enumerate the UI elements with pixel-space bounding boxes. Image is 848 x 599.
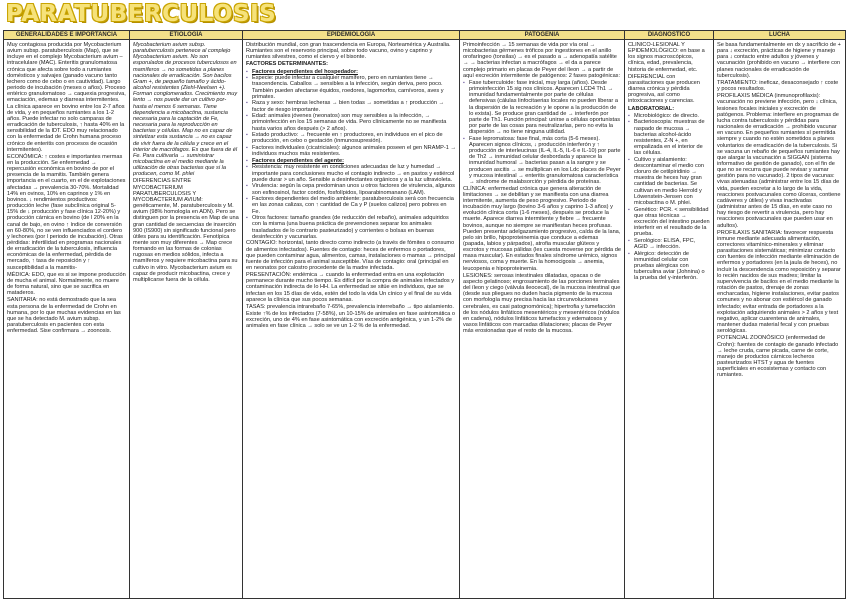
list-item: ▪ Otros factores: tamaño grandes (de reducción del rebaño), animales adquiridos con la misma (una buena práctica de prevenciones separar los animales trasladados de lo contrario pasteurizado) y corrientes o bolsas en buenas desinfección y vacunarlas. <box>246 215 456 240</box>
list-item: ▪ Fase lepromatosa: fase final, más corta (5-6 meses). Aparecen signos clínicos, ↓ producción interferón y ↑ producción de interleucinas (IL-4, IL-5, IL-6 e IL-10) por parte de Th2 → inmunidad celular desbordada y aparece la inmunidad humoral → bacterias pasan a la sangre y se producen ascitis → se multiplican en los Ldc places de Peyer y mucosa intestinal → enteritis granulomatosa característica → síndrome de malabsorción y pérdida de proteínas. <box>463 136 621 185</box>
epi-agente-title: ▪ Factores dependientes del agente: <box>246 158 456 164</box>
list-item: ▪ Microbiológico: de directo. <box>628 113 710 119</box>
epi-hospedador-list <box>246 69 456 75</box>
list-item: ▪ Estado productivo: → frecuente en ↑ productores, en individuos en el pico de producción, en cebo o gestación (inmunosupresión). <box>246 132 456 144</box>
page-title: PARATUBERCULOSIS <box>6 1 277 27</box>
list-item: ▪ Genético: PCR. < sensibilidad que otras técnicas → excreción del intestino pueden interferir en el resultado de la prueba. <box>628 207 710 238</box>
lucha-potencial-zoonosico: POTENCIAL ZOONÓSICO (enfermedad de Crohn): fuentes de contagio de ganado infectado → leche cruda, carne picada, carne de corte, manejo de productos cárnicos lecheros pasteurizados HTST y agua de fuentes superficiales en ecosistemas y contacto con rumiantes. <box>717 335 839 379</box>
epi-contagio: CONTAGIO: horizontal, tanto directo como indirecto (a través de fómites o consumo de alimentos infectados). Fuentes de contagio: heces de enfermos o portadores, que pueden contaminar agua, alimentos, camas, instalaciones o mamas → principal fuente de infección para el animal susceptible. Vías de contagio: oral (principal en en neonatos por calostro procedente de la madre infectada. <box>246 240 455 271</box>
epi-factores-title: FACTORES DETERMINANTES: <box>246 61 328 68</box>
lucha-tratamiento: TRATAMIENTO: ineficaz, desaconsejado ↑ coste y pocos resultados. <box>717 79 839 93</box>
list-item: ▪ Factores dependientes del medio ambiente: paratuberculosis será con frecuencia en las zonas calizas, con ↑ cantidad de Ca y P (suelos calizos) pero pobres en Fe. <box>246 196 456 214</box>
summary-table <box>3 30 846 599</box>
epi-presentacion: PRESENTACIÓN: endémica → cuando la enfermedad entra en una explotación permanece durante mucho tiempo. Es difícil por la compra de animales infectados y contaminación indirecta de lo HH. La enfermedad se sitúe en individuos, que se infectan en los 15 días de vida, estén del todo la vida Un cínico y el final de su vida aparece la clínica que sus pocos semanas. <box>246 272 455 303</box>
patogenia-clinica: CLÍNICA: enfermedad crónica que genera alteración de limitaciones → se debilitan y se manifiesta con una diarrea intermitente, aumenta de peso progresivo. Periodo de incubación muy largo (bovino 3-6 años y caprino 1-3 años) y evolución clínica corta (1-6 meses), después se produce la muerte. Aparece diarrea intermitente y fiebre → frecuente bovinos, aunque no siempre se manifiestan heces profusas. Pueden presentar adelgazamiento progresivo, caída de la lana, pelo sin brillo, hipoproteinemia que conduce a edemas (papada, labios y párpados), atrofia muscular glúteos y escrotos y mucosas pálidas (les cuesta moverse por pérdida de masa muscular). En estados finales síndrome urémico, signos nerviosos, coma y muerte. En la homocigosis → anemia, leucopenia e hipoproteinemia. <box>463 185 621 272</box>
list-item: ▪ Bacterioscopia: muestras de raspado de mucosa → bacterias alcohol-ácido resistentes, Z-N +, en empalizada en el interior de las células. <box>628 119 710 156</box>
list-item: ▪ Alérgico: detección de inmunidad celular con pruebas alérgicas con tuberculina aviar (Johnina) o la prueba del γ-interferón. <box>628 251 710 282</box>
list-item: ▪ Serológico: ELISA, FPC, AGID → infección. <box>628 238 710 250</box>
patogenia-primoinfeccion: Primoinfección → 15 semanas de vida por vía oral → micobacterias gérmenes tróficos por ingestiones en el anillo orofaríngeo (tonsilas) → es el pasado a → adenopatía satélite → → bacterias infectan a macrófagos → el da a parece complejo primario en placas de Peyer del íleon → a partir de aquí excreción intermitente de patógenos: 2 fases patogénicas: <box>463 42 621 79</box>
cell-etiologia <box>130 40 243 599</box>
header-etiologia: ETIOLOGÍA <box>130 31 243 40</box>
list-item: ▪ Raza y sexo: hembras lecheras → bien todas → sometidas a ↑ producción → factor de riesgo importante. <box>246 100 456 112</box>
header-epidemiologia: EPIDEMIOLOGÍA <box>243 31 460 40</box>
lucha-profilaxis-medica: PROFILAXIS MÉDICA (inmunoprofilaxis): vacunación no previene infección, pero ↓ clínica, lesiones focales iniciales y excreción de patógenos. Problema: interfiere en programas de lucha contra tuberculosis y pérdidas para nacionales de erradicación → prohibido vacunar en vacuno. En pequeños rumiantes sí permitida siempre y cuando no estén sometidos a planes voluntarios de erradicación de la tuberculosis. Si se vacuna un rebaño de pequeños rumiantes hay que alargar la vacunación a SIGGAN (sistema informativo de gestión de ganado), con el fin de que no se recurra que puede revisar y sumar gestión para no vacunado). 2 tipos de vacunas: vivas atenuadas (administrar entre los 15 días de vida, pueden excretar a lo largo de la vida, reacciones postvacunales como úlceras, contiene cadáveres y útiles) y vivas inactivadas (administrar antes de 15 días, en este caso no hay riesgo de revertir a virulencia, pero hay reacciones postvacunales que pueden usar en adultos). <box>717 93 841 229</box>
etiologia-diferencias: DIFERENCIAS ENTRE MYCOBACTERIUM PARATUBERCULOSIS Y MYCOBACTERIUM AVIUM: genéticamente, M. paratuberculosis y M. avium (98% homología en ADN). Pero se distinguen por la presencia en Map de una gran cantidad de secuencias de inserción 900 (IS900) sin significado funcional pero útiles para su identificación. Fenotípica mente son muy diferentes → Map crece formando en las formas de colonias rugosas en medios sólidos, infecta a mamíferos y requiere micobactina para su cultivo in vitro. Mycobacterium avium es capaz de producir micobactina, crece y multiplicarse fuera de la célula. <box>133 178 239 283</box>
patogenia-lesiones: LESIONES: serosas intestinales dilatadas, opacas o de aspecto gelatinoso; engrosamiento de las porciones terminales del íleon y ciego (válvula ileocecal), de la mucosa intestinal que (desde sus pliegues no duden hacia pigmento de la mucosa con morfología muy precisa hacia las circunvoluciones cerebrales, es casi patognomónica); hipertrofia y tumefacción de los nódulos linfáticos mesentéricos y mesentéricos (nódulos en cadena), nódulos linfáticos tumefactos y edematosos y vasos linfáticos con marcadas dilataciones; placas de Peyer más erosionadas que el resto de la mucosa. <box>463 272 621 335</box>
content-row <box>4 40 846 599</box>
list-item: ▪ Virulencia: según la cepa predominan unos u otros factores de virulencia, algunos son esfinosinol, factor cordón, fosfolípidos, lipoarabinomanano (LAM). <box>246 183 456 195</box>
header-patogenia: PATOGENIA <box>460 31 625 40</box>
patogenia-fases <box>463 80 621 185</box>
list-item: ▪ Cultivo y aislamiento: descontaminar el medio con cloruro de cetilpiridinio → muestra de heces hay gran cantidad de bacterias. Se cultivan en medio Herrold y Löwenstein-Jensen con micobactina o M. phlei. <box>628 157 710 206</box>
epi-hospedador-title: ▪ Factores dependientes del hospedador: <box>246 69 456 75</box>
cell-epidemiologia <box>243 40 460 599</box>
epi-existe: Existe ↑% de los infectados (7-58%), un 10-15% de animales en fase asintomática o excreción, uno de 4% en fase asintomática con excreción antigénica, y un 1-2% de animales en fase clínica → solo se ve un 1-2 % de la enfermedad. <box>246 311 455 330</box>
generalidades-medica: MÉDICA: EDO, que es si se impone producción de mucha el animal. Normalmente, no muere de forma natural, sino que se sacrifica en mataderos. <box>7 271 126 297</box>
header-generalidades: GENERALIDADES E IMPORTANCIA <box>4 31 130 40</box>
generalidades-sanitaria: SANITARIA: no está demostrado que la sea esta persona de la enfermedad de Crohn en humana, por lo que muchas evidencias en las que se ha detectado M. avium subsp. paratuberculosis en pacientes con esta enfermedad. Sise confirmara → zoonosis. <box>7 297 121 335</box>
diag-laboratorial-title: LABORATORIAL: <box>628 105 675 112</box>
list-item: ▪ Edad: animales jóvenes (neonatos) son muy sensibles a la infección, → primoinfección en los 15 semanas de vida. Pero clínicamente no se manifiesta hasta varios años después (> 2 años). <box>246 113 456 131</box>
diag-diferencial: DIFERENCIAL con parasitaciones que producen diarrea crónica y pérdida progresiva, así como intoxicaciones y carencias. <box>628 73 700 105</box>
list-item: ▪ Resistencia: muy resistente en condiciones adecuadas de luz y humedad → importante para conclusiones mucho el contagio indirecto → en pastos y estiércol puede durar > un año. Sensible a desinfectantes orgánicos y a la luz ultravioleta. <box>246 164 456 182</box>
diag-clinico: CLÍNICO-LESIONAL Y EPIDEMIOLÓGICO: en base a los signos macroscópicos, clínica, edad, prevalencia, historia de enfermedad, etc. <box>628 42 705 73</box>
epi-agente-list <box>246 158 456 196</box>
list-item: ▪ Factores individuales (cicatriciales): algunos animales poseen el gen NRAMP-1 → individuos muchos más resistentes. <box>246 145 456 157</box>
lucha-intro: Se basa fundamentalmente en dx y sacrificio de + para ↓ excreción, prácticas de higiene y manejo para ↓ contacto entre adultos y jóvenes y vacunación (prohibido en vacuno → interfiere con planes nacionales de erradicación de tuberculosis). <box>717 42 841 79</box>
generalidades-text: Muy contagiosa producida por Mycobacterium avium subsp. paratuberculosis (Map), que se incluye en el complejo Mycobacterium avium – intracelulare (MAC). Enteritis granulomatosa crónica que afecta sobre todo a rumiantes domésticos y salvajes (ganado vacuno tanto lechero como de cebo o en cautividad). Largo periodo de incubación (meses o años). Proceso entérico granulomatoso → caquexia progresiva, emaciación, edemas y diarreas intermitentes. La clínica aparece en bovino entre los 2-7 años de vida, y en pequeños rumiantes a los 1-2 años. Puede infectar no solo camparas de erradicación de tuberculosis, ↑ hasta 40% en la sensibilidad de la IDT. EDO muy relacionado con la enfermedad de Crohn humana proceso crónico de enteritis con procesos de ocasión intermitentes). <box>7 42 126 153</box>
epi-intro: Distribución mundial, con gran trascendencia en Europa, Norteamérica y Australia. Rumiantes son el reservorio principal, sobre todo vacuno, ovino y caprino y rumiantes silvestres, como el ciervo y el bisonte. <box>246 42 451 61</box>
header-lucha: LUCHA <box>714 31 846 40</box>
etiologia-text: Mycobacterium avium subsp. paratuberculosis pertenece al complejo Mycobacterium avium. No son esporulados de procesos tuberculosos en mamíferos → no sometidas a planes nacionales de erradicación. Son bacilos Gram +, de pequeño tamaño y ácido-alcohol resistentes (Ziehl-Neelsen +). Forman conglomerados. Crecimiento muy lento → nos puede dar un cultivo por- hasta el menos 6 semanas. Tiene dependencia a micobactina, sustancia necesaria para la captación de Fe, necesaria para la reproducción en bacterias y células. Map no es capaz de sintetizar esta sustancia → no es capaz de vivir fuera de la célula y crece en el interior de macrófagos. Es que fuera de él Fe. Para cultivarla → suministrar micobactina en el medio mediante la utilización de otras bacterias que si la producen, como M. phlei <box>133 42 238 178</box>
cell-patogenia <box>460 40 625 599</box>
generalidades-economica: ECONÓMICA: ↑ costes e importantes mermas en la producción. Se enfermedad → repercusión económica en bovino de por el presencia de la mamitis. También genera importancia en el cuarto, en el de explotaciones afectadas → prevalencia 30-70%. Mortalidad 14% en ovinos, 10% en caprinos y 1% en bovinos. ↓ rendimientos productivos: producción leche (fase subclínica original 5-15% de ↓ producción y fase clínica 12-20%) y producción cárnica en bovino (de l 20% en la canal de bajo, en ovino ↑ índice de conversión en 60-80%, no se ven influenciados el cordero y lechones (por l periodo de incubación). Otras pérdidas: infertilidad en programas nacionales de erradicación de la tuberculosis, influencia económicas de la enfermedad, pérdida de mercado, ↑ tasa de reposición y ↑ susceptibilidad a la mamitis- <box>7 153 126 271</box>
epi-hospedador-items <box>246 75 456 157</box>
list-item: ▪ Especie: puede infectar a cualquier mamífero, pero en rumiantes tiene → trascendencia. Caballos → sensibles a la infección, según deriva, pero poco. También pueden afectarse équidos, roedores, lagomorfos, carnívoros, aves y primates. <box>246 75 456 100</box>
header-row <box>4 31 846 40</box>
header-diagnostico: DIAGNÓSTICO <box>625 31 714 40</box>
epi-tasas: TASAS: prevalencia intrarebaño 7-65%, prevalencia interrebaño → tipo aislamiento. <box>246 303 454 310</box>
epi-ambiente-list <box>246 196 456 240</box>
cell-lucha <box>714 40 846 599</box>
lucha-profilaxis-sanitaria: PROFILAXIS SANITARIA: favorecer respuesta inmune mediante adecuada alimentación, correctores vitamínico-minerales y eliminar parasitaciones sistemáticas; minimizar contacto con fuentes de infección mediante eliminación de enfermos y portadores (en la jaula de heces), no incluir la descendencia como reposición y separar lo recién nacidos de sus madres; limitar la supervivencia de bacilos en el medio mediante la rotación de pastos, drenaje de zonas encharcadas, higiene instalaciones, evitar pastos comunes y no abonar con estiércol de ganado infectado; evitar entrada de portadores a la explotación adquiriendo animales > 2 años y test negativo, aplicar cuarentena de animales, mantener dudas material fecal y con pruebas serológicas. <box>717 229 841 335</box>
diag-lab-list <box>628 113 710 282</box>
cell-diagnostico <box>625 40 714 599</box>
cell-generalidades <box>4 40 130 599</box>
list-item: ▪ Fase tuberculoide: fase inicial, muy larga (años). Desde primoinfección 15 sig nos clínicos. Aparecen LCD4 Th1 → inmunidad fundamentalmente por parte de células defensivas (cálulas linfocitaerias locales no pueden liberar a la dispersión de la recreación y le opone a la producción de lo exista). Se produce gran cantidad de → interferón por parte de Th1. Función principal: unirse a células oportunistas por parte de las cosas para neutralizarlas, pero no evita la dispersión → no tiene ninguna utilidad. <box>463 80 621 135</box>
